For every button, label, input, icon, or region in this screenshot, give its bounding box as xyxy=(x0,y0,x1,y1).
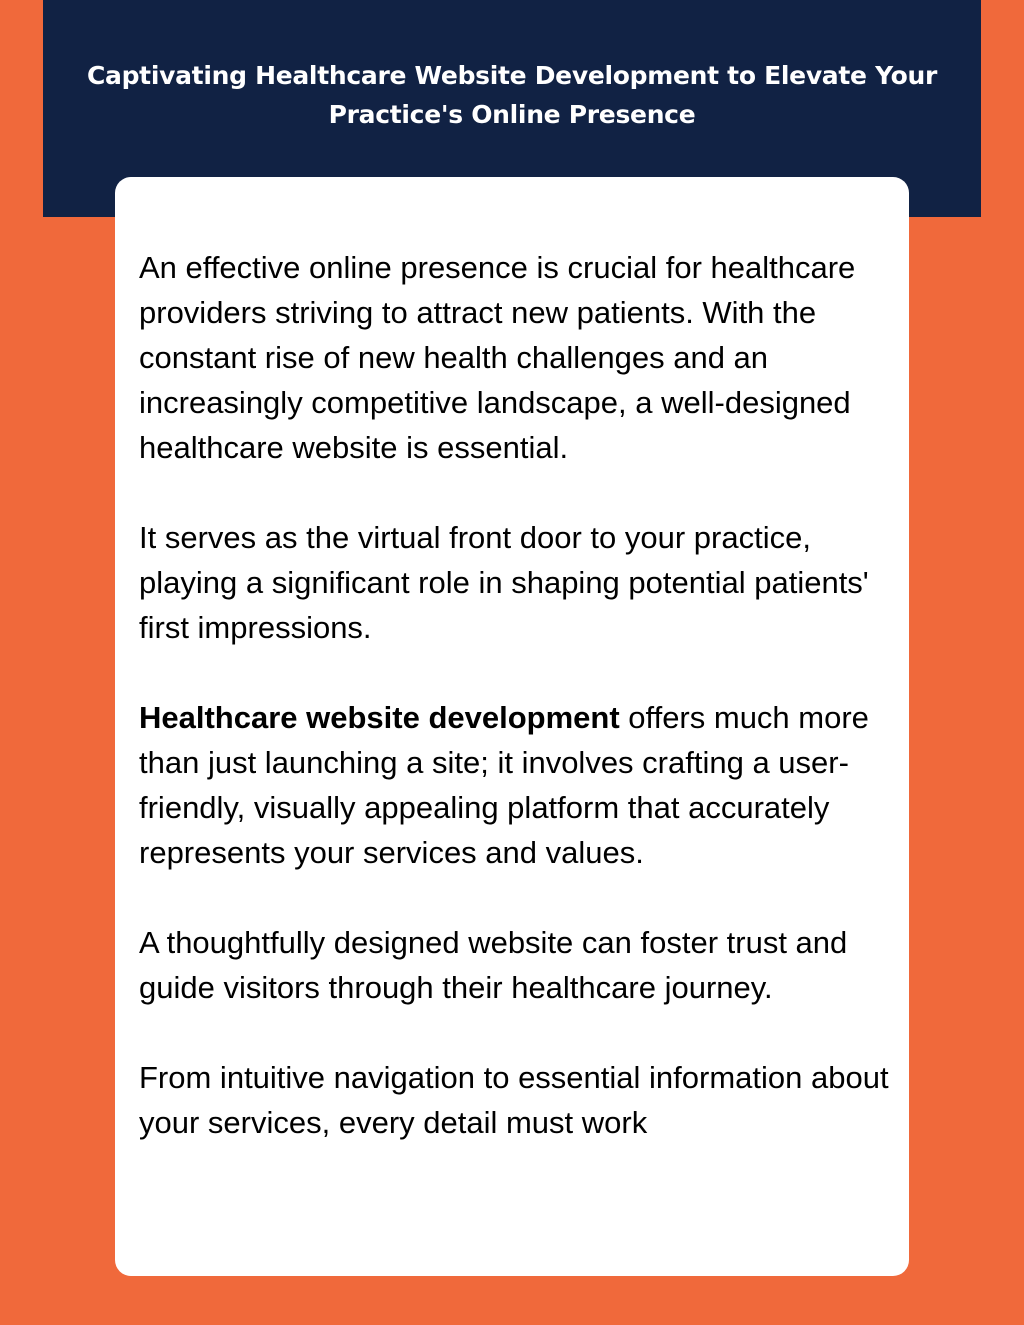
paragraph-trust: A thoughtfully designed website can foster trust and guide visitors through their healthcare journey. xyxy=(139,925,848,1005)
paragraph-front-door: It serves as the virtual front door to your practice, playing a significant role in shaping potential patients' first impressions. xyxy=(139,520,869,645)
paragraph-navigation: From intuitive navigation to essential information about your services, every detail must work xyxy=(139,1060,889,1140)
paragraph-development-text: offers much more than just launching a site; it involves crafting a user-friendly, visually appealing platform that accurately represents your services and values. xyxy=(139,700,869,870)
bold-keyword: Healthcare website development xyxy=(139,700,620,735)
page-title: Captivating Healthcare Website Development to Elevate Your Practice's Online Presence xyxy=(86,61,938,129)
paragraph-intro: An effective online presence is crucial for healthcare providers striving to attract new patients. With the constant rise of new health challenges and an increasingly competitive landscape, a well-designed healthcare website is essential. xyxy=(139,250,856,465)
article-body xyxy=(139,245,899,1190)
paragraph-development xyxy=(139,695,899,875)
